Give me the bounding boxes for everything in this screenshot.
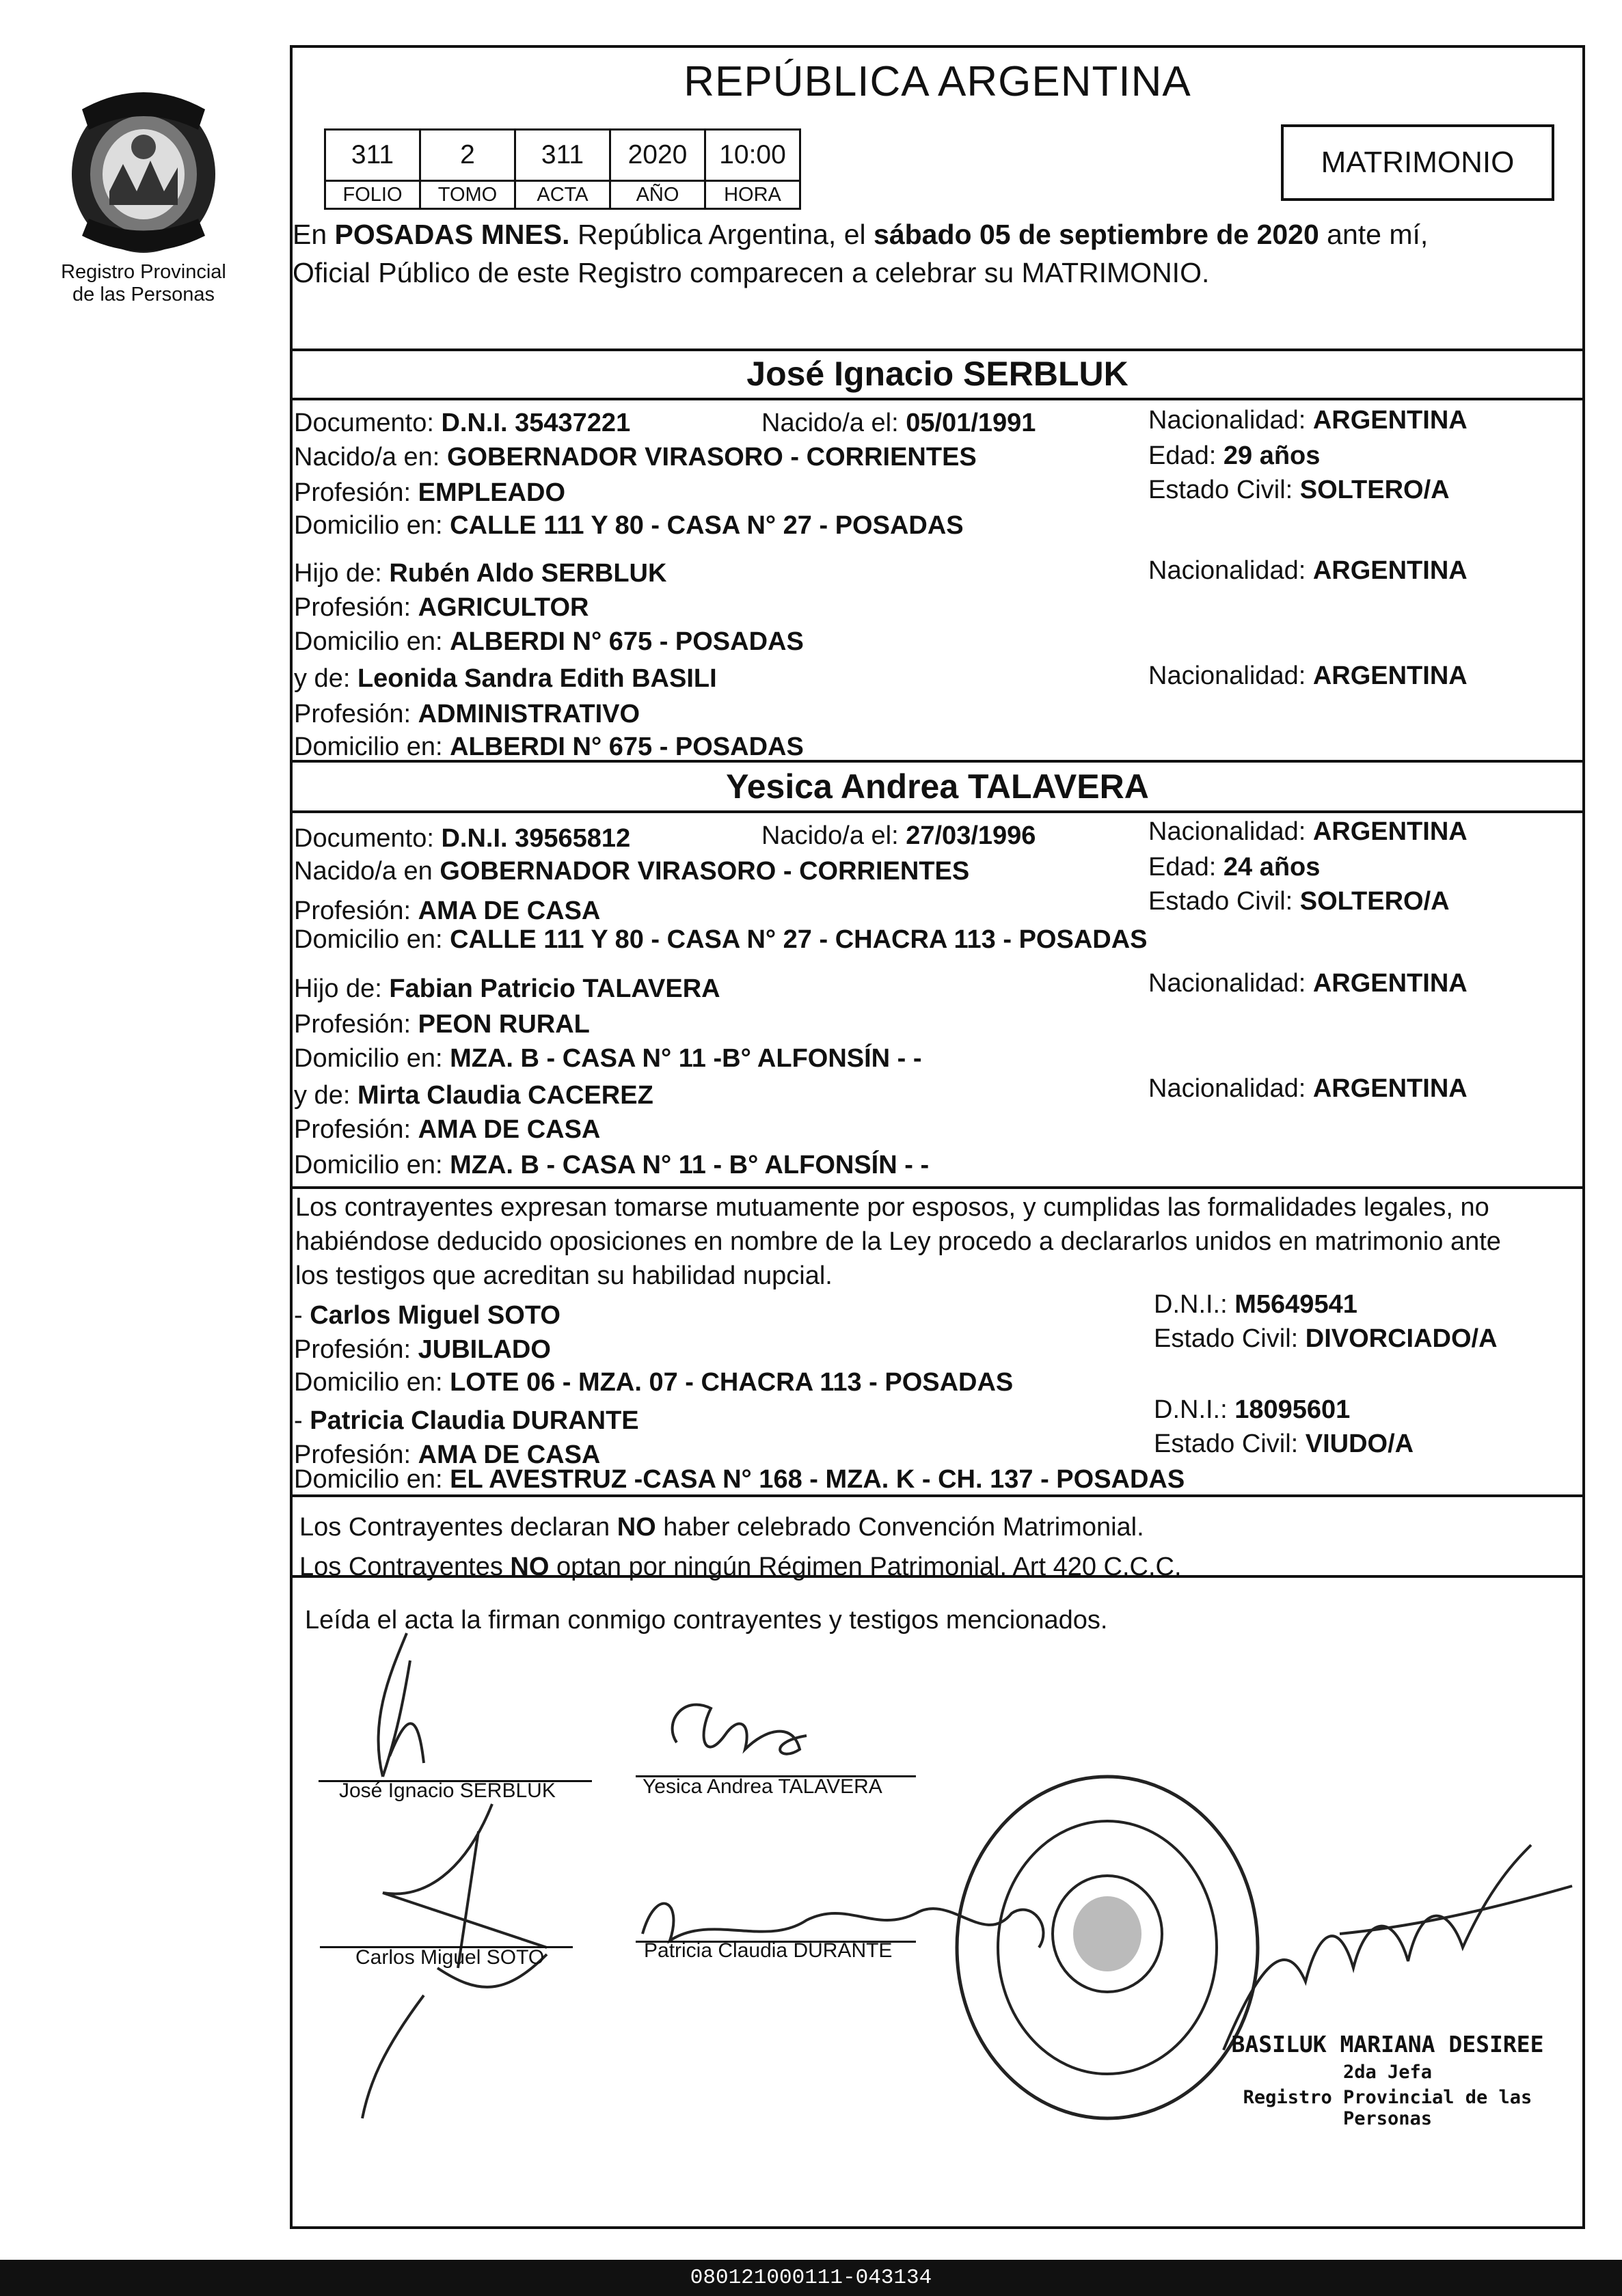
acta-label: ACTA [515, 181, 610, 209]
signature-mark [656, 1681, 848, 1784]
field-value: GOBERNADOR VIRASORO - CORRIENTES [440, 857, 970, 886]
spouse-1-document [294, 409, 630, 438]
record-kind-box [1281, 124, 1554, 201]
field-value: ADMINISTRATIVO [418, 700, 640, 728]
field-value: Mirta Claudia CACEREZ [357, 1081, 653, 1110]
field-value: JUBILADO [418, 1335, 551, 1364]
year-label: AÑO [610, 181, 705, 209]
declaration-line-3: los testigos que acreditan su habilidad nupcial. [295, 1261, 833, 1290]
field-label: Documento: [294, 409, 434, 437]
field-label: Domicilio en: [294, 627, 443, 656]
field-label: Domicilio en: [294, 733, 443, 761]
witness-1-profession [294, 1335, 551, 1365]
field-label: Profesión: [294, 478, 411, 507]
document-code: 080121000111-043134 [690, 2266, 932, 2290]
field-value: Leonida Sandra Edith BASILI [357, 664, 717, 693]
year-value: 2020 [610, 130, 705, 181]
spouse-2-father-nationality [1148, 969, 1468, 998]
spouse-2-birth-place [294, 857, 969, 886]
spouse-2-profession [294, 897, 600, 926]
field-value: ARGENTINA [1312, 1074, 1468, 1103]
divider [290, 1494, 1585, 1497]
registry-label [14, 261, 273, 306]
field-value: LOTE 06 - MZA. 07 - CHACRA 113 - POSADAS [450, 1368, 1014, 1397]
folio-value: 311 [325, 130, 420, 181]
spouse-1-mother [294, 664, 717, 694]
spouse-2-mother-profession [294, 1115, 600, 1145]
field-label: Estado Civil: [1154, 1324, 1299, 1353]
field-value: AMA DE CASA [418, 1440, 601, 1469]
field-value: ARGENTINA [1312, 556, 1468, 585]
field-value: ALBERDI N° 675 - POSADAS [450, 627, 804, 656]
spouse-1-father-nationality [1148, 556, 1468, 586]
declaration-line-1: Los contrayentes expresan tomarse mutuamente por esposos, y cumplidas las formalidades legales, no [295, 1193, 1489, 1222]
field-label: Documento: [294, 824, 434, 853]
field-value: AMA DE CASA [418, 897, 601, 925]
field-label: Profesión: [294, 897, 411, 925]
signature-label-witness-2: Patricia Claudia DURANTE [644, 1939, 893, 1962]
time-label: HORA [705, 181, 800, 209]
signature-label-witness-1: Carlos Miguel SOTO [355, 1946, 545, 1969]
spouse-1-nationality [1148, 406, 1468, 435]
field-label: Domicilio en: [294, 925, 443, 954]
field-label: Edad: [1148, 441, 1217, 470]
field-value: ALBERDI N° 675 - POSADAS [450, 733, 804, 761]
field-label: Nacido/a en [294, 857, 433, 886]
spouse-2-father-address [294, 1044, 922, 1074]
field-label: Nacionalidad: [1148, 969, 1306, 998]
spouse-2-mother [294, 1081, 653, 1110]
field-label: y de: [294, 1081, 351, 1110]
intro-place: POSADAS MNES. [334, 219, 570, 250]
folio-label: FOLIO [325, 181, 420, 209]
spouse-2-mother-nationality [1148, 1074, 1468, 1104]
official-name: BASILUK MARIANA DESIREE [1231, 2031, 1544, 2058]
field-value: Rubén Aldo SERBLUK [389, 559, 667, 588]
spouse-2-father [294, 974, 720, 1004]
declaration-text [295, 1190, 1580, 1293]
field-label: Nacionalidad: [1148, 661, 1306, 690]
field-label: Profesión: [294, 700, 411, 728]
spouse-1-father [294, 559, 666, 588]
registry-coat-of-arms-logo [55, 82, 232, 260]
intro-date: sábado 05 de septiembre de 2020 [874, 219, 1319, 250]
regime-no: NO [617, 1513, 656, 1542]
tomo-value: 2 [420, 130, 515, 181]
field-value: 27/03/1996 [906, 821, 1036, 850]
declaration-line-2: habiéndose deducido oposiciones en nombre de la Ley procedo a declararlos unidos en matrimonio ante [295, 1227, 1501, 1256]
field-label: Hijo de: [294, 974, 382, 1003]
field-label: Profesión: [294, 1335, 411, 1364]
field-label: Nacionalidad: [1148, 556, 1306, 585]
witness-2-dni [1154, 1395, 1350, 1425]
witness-2-name [294, 1406, 639, 1436]
regime-line-1 [299, 1513, 1144, 1542]
regime-text: optan por ningún Régimen Patrimonial. Art 420 C.C.C. [549, 1553, 1182, 1581]
record-header-table [324, 128, 801, 210]
field-value: CALLE 111 Y 80 - CASA N° 27 - CHACRA 113 - POSADAS [450, 925, 1148, 954]
field-label: Nacido/a en: [294, 443, 440, 472]
footer-barcode-strip [0, 2260, 1622, 2296]
regime-text: Los Contrayentes declaran [299, 1513, 617, 1542]
spouse-1-father-address [294, 627, 804, 657]
spouse-1-mother-address [294, 733, 804, 762]
spouse-2-nationality [1148, 817, 1468, 847]
registry-label-line1: Registro Provincial [61, 261, 226, 283]
divider [290, 398, 1585, 400]
witness-2-civil-status [1154, 1430, 1414, 1459]
official-organization: Registro Provincial de las Personas [1243, 2087, 1532, 2129]
spouse-1-birth-place [294, 443, 977, 472]
spouse-1-mother-nationality [1148, 661, 1468, 691]
field-label: Profesión: [294, 1115, 411, 1144]
field-label: Profesión: [294, 1440, 411, 1469]
field-value: ARGENTINA [1312, 817, 1468, 846]
signature-label-spouse-1: José Ignacio SERBLUK [339, 1779, 556, 1802]
spouse-1-civil-status [1148, 476, 1450, 505]
spouse-2-birth-date [761, 821, 1036, 851]
field-value: Patricia Claudia DURANTE [310, 1406, 639, 1435]
field-label: Domicilio en: [294, 1368, 443, 1397]
intro-line-1 [293, 219, 1578, 251]
intro-text: ante mí, [1319, 219, 1429, 250]
spouse-2-address [294, 925, 1148, 955]
spouse-1-address [294, 511, 964, 541]
intro-line-2: Oficial Público de este Registro comparecen a celebrar su MATRIMONIO. [293, 257, 1210, 288]
divider [290, 810, 1585, 813]
field-label: Nacionalidad: [1148, 817, 1306, 846]
signature-mark [342, 1620, 451, 1797]
spouse-1-profession [294, 478, 565, 508]
field-label: Domicilio en: [294, 1044, 443, 1073]
field-label: Estado Civil: [1148, 476, 1293, 504]
field-value: 29 años [1223, 441, 1321, 470]
field-value: EL AVESTRUZ -CASA N° 168 - MZA. K - CH. 137 - POSADAS [450, 1465, 1185, 1494]
field-label: Estado Civil: [1154, 1430, 1299, 1458]
field-label: Nacionalidad: [1148, 406, 1306, 435]
spouse-2-document [294, 824, 630, 853]
field-value: DIVORCIADO/A [1305, 1324, 1498, 1353]
spouse-1-mother-profession [294, 700, 640, 729]
witness-1-dni [1154, 1290, 1357, 1320]
record-kind: MATRIMONIO [1321, 146, 1515, 179]
regime-line-2 [299, 1553, 1182, 1582]
intro-text: República Argentina, el [569, 219, 874, 250]
field-value: PEON RURAL [418, 1010, 590, 1039]
witness-1-civil-status [1154, 1324, 1498, 1354]
bullet-dash: - [294, 1301, 310, 1330]
official-signature [1203, 1831, 1586, 2064]
regime-text: haber celebrado Convención Matrimonial. [655, 1513, 1144, 1542]
registry-label-line2: de las Personas [72, 284, 215, 305]
witness-2-address [294, 1465, 1185, 1494]
certificate-title: REPÚBLICA ARGENTINA [684, 58, 1191, 105]
field-value: AGRICULTOR [418, 593, 589, 622]
acta-value: 311 [515, 130, 610, 181]
field-label: Nacido/a el: [761, 821, 899, 850]
divider [290, 1186, 1585, 1189]
field-label: Estado Civil: [1148, 887, 1293, 916]
witness-1-name [294, 1301, 560, 1330]
spouse-1-name: José Ignacio SERBLUK [746, 355, 1128, 393]
field-value: D.N.I. 35437221 [441, 409, 631, 437]
spouse-1-father-profession [294, 593, 589, 623]
bullet-dash: - [294, 1406, 310, 1435]
field-value: SOLTERO/A [1299, 476, 1450, 504]
field-label: D.N.I.: [1154, 1395, 1228, 1424]
field-value: MZA. B - CASA N° 11 -B° ALFONSÍN - - [450, 1044, 922, 1073]
field-value: ARGENTINA [1312, 969, 1468, 998]
field-value: D.N.I. 39565812 [441, 824, 631, 853]
spouse-2-mother-address [294, 1151, 929, 1180]
spouse-2-name: Yesica Andrea TALAVERA [726, 767, 1149, 806]
tomo-label: TOMO [420, 181, 515, 209]
field-value: MZA. B - CASA N° 11 - B° ALFONSÍN - - [450, 1151, 930, 1179]
field-value: 05/01/1991 [906, 409, 1036, 437]
field-value: SOLTERO/A [1299, 887, 1450, 916]
field-value: Fabian Patricio TALAVERA [389, 974, 720, 1003]
official-name-stamp [1224, 2031, 1552, 2129]
field-label: Profesión: [294, 1010, 411, 1039]
witness-1-address [294, 1368, 1013, 1397]
spouse-1-age [1148, 441, 1320, 471]
spouse-2-age [1148, 853, 1320, 882]
spouse-1-birth-date [761, 409, 1036, 438]
field-label: D.N.I.: [1154, 1290, 1228, 1319]
divider [290, 348, 1585, 351]
spouse-2-civil-status [1148, 887, 1450, 916]
field-label: Domicilio en: [294, 1151, 443, 1179]
field-value: Carlos Miguel SOTO [310, 1301, 560, 1330]
field-label: Hijo de: [294, 559, 382, 588]
field-label: Nacionalidad: [1148, 1074, 1306, 1103]
spouse-2-father-profession [294, 1010, 590, 1039]
field-value: ARGENTINA [1312, 661, 1468, 690]
field-value: 24 años [1223, 853, 1321, 882]
field-label: Edad: [1148, 853, 1217, 882]
regime-no: NO [510, 1553, 550, 1581]
regime-text: Los Contrayentes [299, 1553, 511, 1581]
field-label: y de: [294, 664, 351, 693]
field-label: Profesión: [294, 593, 411, 622]
field-value: M5649541 [1234, 1290, 1357, 1319]
field-label: Domicilio en: [294, 511, 443, 540]
field-label: Nacido/a el: [761, 409, 899, 437]
field-value: AMA DE CASA [418, 1115, 601, 1144]
field-value: CALLE 111 Y 80 - CASA N° 27 - POSADAS [450, 511, 964, 540]
time-value: 10:00 [705, 130, 800, 181]
field-value: VIUDO/A [1305, 1430, 1414, 1458]
official-role: 2da Jefa [1342, 2062, 1433, 2083]
signature-label-spouse-2: Yesica Andrea TALAVERA [643, 1775, 882, 1798]
field-value: ARGENTINA [1312, 406, 1468, 435]
signature-intro: Leída el acta la firman conmigo contrayentes y testigos mencionados. [305, 1606, 1108, 1635]
field-value: EMPLEADO [418, 478, 566, 507]
field-label: Domicilio en: [294, 1465, 443, 1494]
field-value: GOBERNADOR VIRASORO - CORRIENTES [446, 443, 977, 472]
intro-text: En [293, 219, 335, 250]
field-value: 18095601 [1234, 1395, 1351, 1424]
